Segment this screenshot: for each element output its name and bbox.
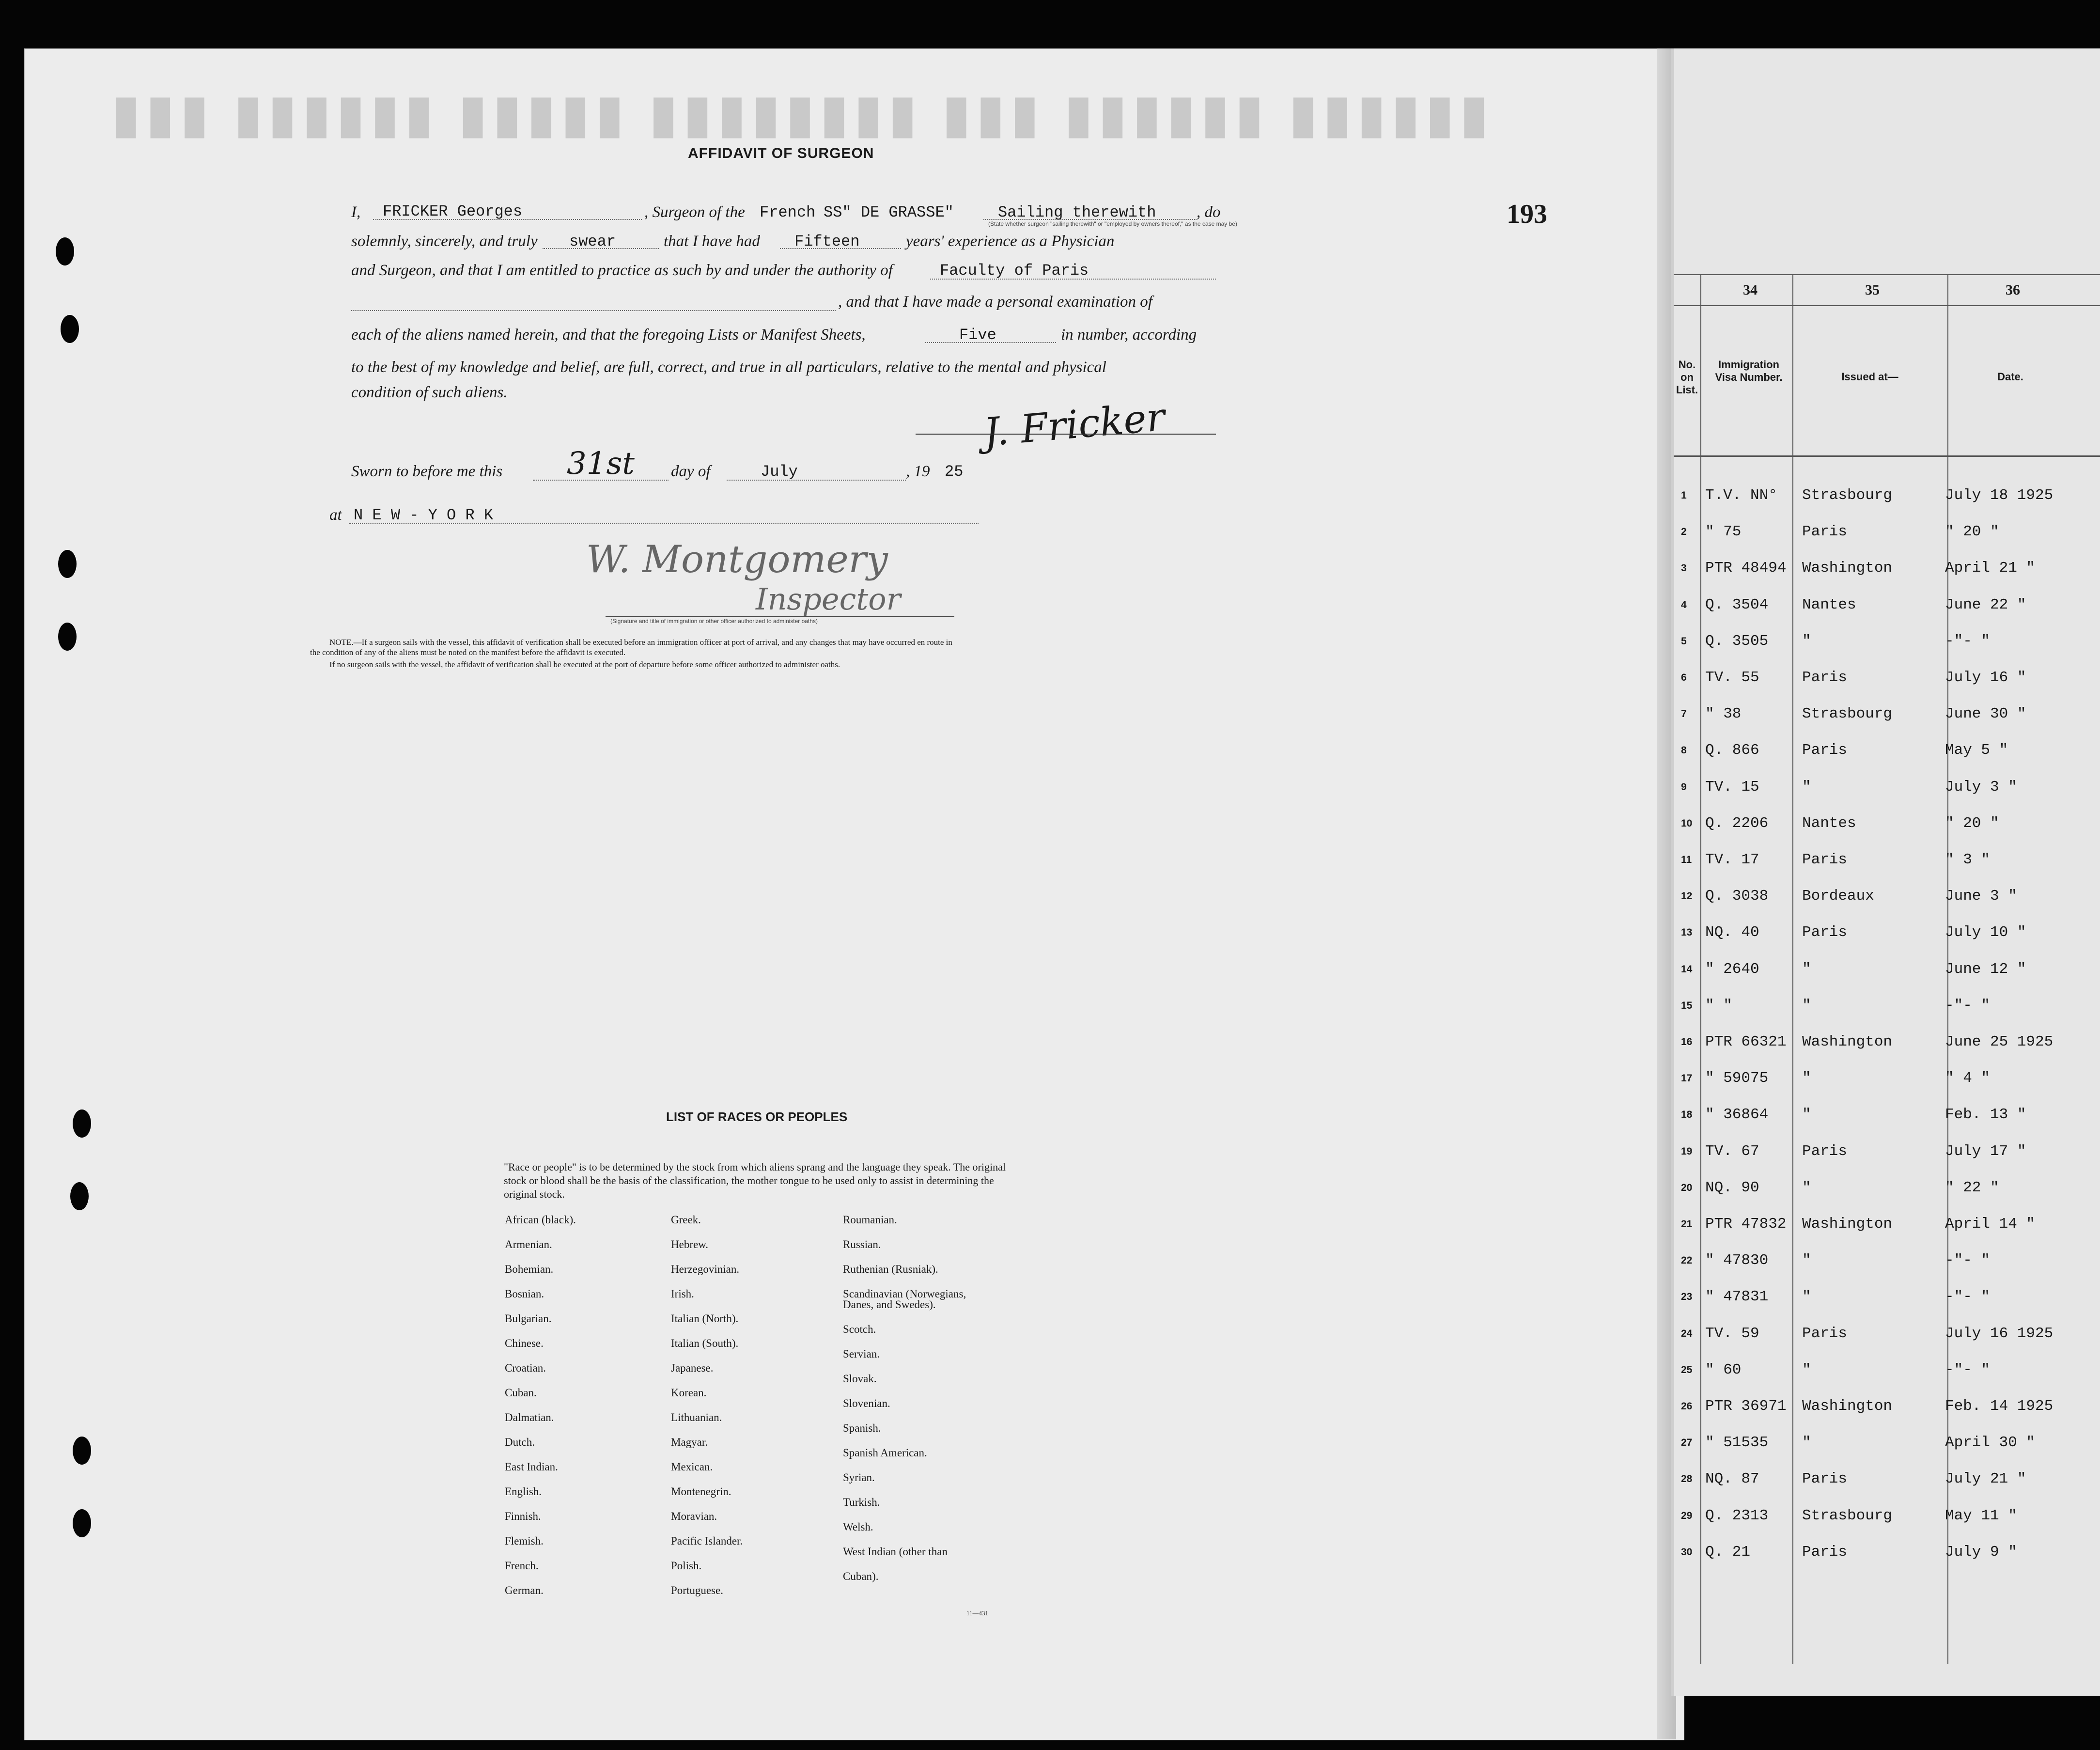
issued-at-cell: Strasbourg — [1802, 705, 1893, 723]
oath-blank — [543, 248, 659, 249]
row-number: 14 — [1681, 963, 1693, 975]
visa-number-cell: PTR 48494 — [1705, 560, 1787, 577]
visa-number-cell: TV. 17 — [1705, 851, 1759, 868]
issued-at-cell: Washington — [1802, 1216, 1893, 1233]
race-entry: German. — [505, 1584, 544, 1596]
oath-type: swear — [569, 233, 616, 250]
line4: , and that I have made a personal examination of — [838, 293, 1152, 311]
sworn-month: July — [761, 463, 798, 481]
race-entry: Lithuanian. — [671, 1411, 722, 1423]
sheet-count-blank — [925, 342, 1056, 343]
sailing-status: Sailing therewith — [998, 203, 1156, 221]
date-cell: July 3 " — [1945, 778, 2017, 796]
date-cell: -"- " — [1945, 1361, 1991, 1378]
date-cell: June 25 1925 — [1945, 1033, 2053, 1050]
date-cell: June 12 " — [1945, 960, 2026, 978]
sworn-start: Sworn to before me this — [351, 463, 503, 480]
race-entry: Turkish. — [843, 1496, 880, 1508]
row-number: 7 — [1681, 708, 1687, 720]
authority-blank — [930, 279, 1216, 280]
race-entry: West Indian (other than — [843, 1546, 948, 1558]
race-entry: Bohemian. — [505, 1263, 554, 1275]
race-entry: Finnish. — [505, 1510, 541, 1522]
date-cell: Feb. 14 1925 — [1945, 1398, 2053, 1415]
column-rule — [1792, 274, 1793, 1664]
race-entry: Ruthenian (Rusniak). — [843, 1263, 938, 1275]
row-number: 3 — [1681, 562, 1687, 574]
race-entry: Greek. — [671, 1214, 701, 1226]
issued-at-cell: " — [1802, 1106, 1811, 1124]
visa-number-cell: Q. 866 — [1705, 742, 1759, 759]
visa-number-cell: TV. 67 — [1705, 1142, 1759, 1160]
visa-number-cell: " 36864 — [1705, 1106, 1769, 1124]
authority-blank-2 — [351, 310, 836, 311]
date-cell: " 22 " — [1945, 1179, 1999, 1196]
issued-at-cell: Paris — [1802, 1142, 1848, 1160]
header-no-on-list: No. on List. — [1676, 359, 1698, 396]
row-number: 4 — [1681, 599, 1687, 610]
line1-mid: , Surgeon of the — [644, 203, 745, 221]
header-top-rule — [1674, 274, 2100, 275]
years-blank — [780, 248, 901, 249]
date-cell: " 20 " — [1945, 523, 1999, 541]
surgeon-name-blank — [373, 219, 642, 220]
race-entry: Magyar. — [671, 1436, 708, 1448]
line5-end: in number, according — [1061, 326, 1197, 344]
race-entry: Italian (South). — [671, 1337, 739, 1349]
col-number-36: 36 — [2006, 282, 2020, 298]
line2-end: years' experience as a Physician — [906, 233, 1115, 250]
note-line-3: If no surgeon sails with the vessel, the affidavit of verification shall be executed at the port of departure before some officer authorized to administer oaths. — [329, 660, 840, 669]
row-number: 25 — [1681, 1364, 1693, 1375]
issued-at-cell: Washington — [1802, 1033, 1893, 1050]
row-number: 5 — [1681, 635, 1687, 647]
date-cell: July 16 " — [1945, 669, 2026, 686]
date-cell: July 17 " — [1945, 1142, 2026, 1160]
visa-number-cell: Q. 3505 — [1705, 632, 1769, 650]
issued-at-cell: " — [1802, 1070, 1811, 1087]
line5-start: each of the aliens named herein, and that the foregoing Lists or Manifest Sheets, — [351, 326, 866, 344]
issued-at-cell: Strasbourg — [1802, 487, 1893, 504]
line1-prefix: I, — [351, 203, 361, 221]
surgeon-signature-line — [916, 434, 1216, 435]
line2-start: solemnly, sincerely, and truly — [351, 233, 538, 250]
date-cell: July 16 1925 — [1945, 1325, 2053, 1342]
sheet-count: Five — [959, 326, 996, 344]
officer-caption: (Signature and title of immigration or other officer authorized to administer oaths) — [610, 618, 818, 625]
date-cell: -"- " — [1945, 1252, 1991, 1269]
line6: to the best of my knowledge and belief, are full, correct, and true in all particulars, relative to the mental and physical — [351, 359, 1106, 376]
race-entry: Dalmatian. — [505, 1411, 554, 1423]
header-date: Date. — [1997, 371, 2023, 383]
race-entry: Japanese. — [671, 1362, 714, 1374]
issued-at-cell: Paris — [1802, 1325, 1848, 1342]
line7: condition of such aliens. — [351, 384, 508, 401]
sworn-month-blank — [727, 480, 906, 481]
race-entry: Armenian. — [505, 1238, 552, 1250]
visa-number-cell: TV. 59 — [1705, 1325, 1759, 1342]
row-number: 11 — [1681, 854, 1692, 865]
date-cell: " 3 " — [1945, 851, 1991, 868]
visa-number-cell: " 47831 — [1705, 1288, 1769, 1306]
surgeon-name: FRICKER Georges — [383, 203, 523, 220]
licensing-authority: Faculty of Paris — [940, 262, 1089, 280]
race-entry: Montenegrin. — [671, 1485, 731, 1498]
race-entry: Polish. — [671, 1560, 702, 1572]
date-cell: July 9 " — [1945, 1543, 2017, 1561]
date-cell: July 18 1925 — [1945, 487, 2053, 504]
officer-signature: W. Montgomery — [586, 538, 888, 581]
race-entry: Dutch. — [505, 1436, 535, 1448]
issued-at-cell: Nantes — [1802, 596, 1856, 613]
vessel-name: SS" DE GRASSE" — [824, 203, 954, 221]
col-number-34: 34 — [1743, 282, 1758, 298]
date-cell: " 20 " — [1945, 814, 1999, 832]
race-entry: Cuban). — [843, 1570, 879, 1582]
race-entry: Moravian. — [671, 1510, 717, 1522]
race-entry: Scandinavian (Norwegians, — [843, 1288, 966, 1300]
visa-number-cell: " 2640 — [1705, 960, 1759, 978]
page-number: 193 — [1507, 199, 1547, 229]
row-number: 22 — [1681, 1255, 1693, 1266]
issued-at-cell: " — [1802, 1361, 1811, 1378]
issued-at-cell: Paris — [1802, 523, 1848, 541]
race-entry: African (black). — [505, 1214, 576, 1226]
race-entry: Russian. — [843, 1238, 881, 1250]
at-label: at — [329, 506, 342, 524]
race-entry: Syrian. — [843, 1471, 875, 1484]
line1-end: , do — [1197, 203, 1221, 221]
race-entry: Servian. — [843, 1348, 880, 1360]
race-entry: Korean. — [671, 1387, 707, 1399]
race-entry: Spanish. — [843, 1422, 881, 1434]
race-entry: Cuban. — [505, 1387, 537, 1399]
issued-at-cell: Paris — [1802, 851, 1848, 868]
line3-start: and Surgeon, and that I am entitled to practice as such by and under the authority of — [351, 262, 893, 279]
sworn-year: 25 — [945, 463, 964, 481]
visa-number-cell: TV. 15 — [1705, 778, 1759, 796]
date-cell: June 22 " — [1945, 596, 2026, 613]
race-entry: Portuguese. — [671, 1584, 723, 1596]
row-number: 8 — [1681, 745, 1687, 756]
races-intro: "Race or people" is to be determined by the stock from which aliens sprang and the language they speak. The original stock or blood shall be the basis of the classification, the mother tongue to be used only to assist in determining the original stock. — [504, 1161, 1006, 1200]
binder-hole — [70, 1182, 89, 1210]
visa-number-cell: " 60 — [1705, 1361, 1742, 1378]
issued-at-cell: Paris — [1802, 742, 1848, 759]
visa-number-cell: " 47830 — [1705, 1252, 1769, 1269]
sailing-note: (State whether surgeon "sailing therewith" or "employed by owners thereof," as the case may be) — [988, 220, 1237, 227]
row-number: 27 — [1681, 1437, 1693, 1449]
row-number: 15 — [1681, 1000, 1693, 1011]
visa-number-cell: Q. 2206 — [1705, 814, 1769, 832]
race-entry: French. — [505, 1560, 539, 1572]
date-cell: -"- " — [1945, 632, 1991, 650]
date-cell: April 14 " — [1945, 1216, 2036, 1233]
visa-number-cell: NQ. 87 — [1705, 1470, 1759, 1488]
race-entry: Scotch. — [843, 1323, 876, 1335]
visa-number-cell: PTR 66321 — [1705, 1033, 1787, 1050]
bleed-through-header: ▮▮▮ ▮▮▮▮▮▮ ▮▮▮▮▮ ▮▮▮▮▮▮▮▮ ▮▮▮ ▮▮▮▮▮▮ ▮▮▮▮▮▮ — [111, 84, 1494, 141]
issued-at-cell: Paris — [1802, 669, 1848, 686]
visa-number-cell: " " — [1705, 997, 1732, 1014]
issued-at-cell: " — [1802, 960, 1811, 978]
date-cell: July 21 " — [1945, 1470, 2026, 1488]
visa-number-cell: T.V. NN° — [1705, 487, 1777, 504]
binder-hole — [58, 623, 77, 651]
header-issued-at: Issued at— — [1841, 371, 1898, 383]
visa-number-cell: " 59075 — [1705, 1070, 1769, 1087]
race-entry: Slovak. — [843, 1373, 877, 1385]
issued-at-cell: " — [1802, 1434, 1811, 1452]
visa-number-cell: NQ. 40 — [1705, 924, 1759, 941]
race-entry: Welsh. — [843, 1521, 873, 1533]
issued-at-cell: Washington — [1802, 560, 1893, 577]
race-entry: Italian (North). — [671, 1312, 739, 1325]
sworn-location: N E W - Y O R K — [354, 506, 494, 524]
date-cell: June 3 " — [1945, 888, 2017, 905]
issued-at-cell: Paris — [1802, 1543, 1848, 1561]
col-number-35: 35 — [1865, 282, 1880, 298]
issued-at-cell: " — [1802, 1252, 1811, 1269]
race-entry: East Indian. — [505, 1461, 558, 1473]
note-line-2: the condition of any of the aliens must be noted on the manifest before the affidavit is executed. — [310, 648, 626, 657]
visa-number-cell: TV. 55 — [1705, 669, 1759, 686]
visa-number-cell: PTR 36971 — [1705, 1398, 1787, 1415]
date-cell: May 5 " — [1945, 742, 2008, 759]
sworn-mid: day of — [671, 463, 711, 480]
header-visa-number: Immigration Visa Number. — [1715, 359, 1783, 383]
race-entry: Hebrew. — [671, 1238, 709, 1250]
row-number: 24 — [1681, 1328, 1693, 1339]
race-entry: Roumanian. — [843, 1214, 897, 1226]
row-number: 13 — [1681, 927, 1693, 938]
race-entry: Irish. — [671, 1288, 694, 1300]
issued-at-cell: " — [1802, 1179, 1811, 1196]
row-number: 28 — [1681, 1473, 1693, 1485]
issued-at-cell: " — [1802, 1288, 1811, 1306]
date-cell: April 30 " — [1945, 1434, 2036, 1452]
row-number: 1 — [1681, 490, 1687, 501]
date-cell: Feb. 13 " — [1945, 1106, 2026, 1124]
race-entry: Croatian. — [505, 1362, 546, 1374]
line2-mid: that I have had — [664, 233, 760, 250]
date-cell: May 11 " — [1945, 1507, 2017, 1524]
row-number: 10 — [1681, 817, 1693, 829]
race-entry: Slovenian. — [843, 1397, 890, 1409]
row-number: 18 — [1681, 1109, 1693, 1121]
row-number: 20 — [1681, 1182, 1693, 1193]
row-number: 16 — [1681, 1036, 1693, 1047]
visa-number-cell: " 38 — [1705, 705, 1742, 723]
location-blank — [349, 523, 979, 524]
header-mid-rule — [1674, 305, 2100, 306]
race-entry: Chinese. — [505, 1337, 544, 1349]
officer-title-signature: Inspector — [756, 581, 901, 617]
date-cell: June 30 " — [1945, 705, 2026, 723]
row-number: 21 — [1681, 1219, 1693, 1230]
visa-number-cell: " 75 — [1705, 523, 1742, 541]
row-number: 6 — [1681, 672, 1687, 683]
binder-hole — [73, 1437, 91, 1465]
sworn-day-blank — [533, 480, 669, 481]
races-title: LIST OF RACES OR PEOPLES — [666, 1109, 848, 1124]
years-experience: Fifteen — [794, 233, 860, 250]
race-entry: Bulgarian. — [505, 1312, 552, 1325]
issued-at-cell: " — [1802, 997, 1811, 1014]
row-number: 9 — [1681, 781, 1687, 793]
binder-hole — [61, 315, 79, 343]
binder-hole — [73, 1109, 91, 1138]
column-rule — [1700, 274, 1701, 1664]
race-entry: English. — [505, 1485, 542, 1498]
binder-hole — [58, 550, 77, 578]
race-entry: Spanish American. — [843, 1447, 927, 1459]
binder-hole — [56, 237, 74, 266]
note-line-1: NOTE.—If a surgeon sails with the vessel, this affidavit of verification shall be executed before an immigration officer at port of arrival, and any changes that may have occurred en route in — [329, 638, 952, 647]
row-number: 29 — [1681, 1510, 1693, 1521]
race-entry: Flemish. — [505, 1535, 544, 1547]
race-entry: Mexican. — [671, 1461, 713, 1473]
affidavit-title: AFFIDAVIT OF SURGEON — [688, 145, 874, 161]
date-cell: -"- " — [1945, 1288, 1991, 1306]
officer-signature-line — [606, 616, 954, 617]
issued-at-cell: Paris — [1802, 1470, 1848, 1488]
issued-at-cell: " — [1802, 778, 1811, 796]
date-cell: -"- " — [1945, 997, 1991, 1014]
visa-number-cell: Q. 2313 — [1705, 1507, 1769, 1524]
binder-hole — [73, 1509, 91, 1537]
form-code: 11—431 — [966, 1609, 989, 1617]
race-entry: Pacific Islander. — [671, 1535, 743, 1547]
surgeon-signature: J. Fricker — [981, 394, 1167, 455]
date-cell: July 10 " — [1945, 924, 2026, 941]
issued-at-cell: Bordeaux — [1802, 888, 1874, 905]
issued-at-cell: " — [1802, 632, 1811, 650]
visa-number-cell: NQ. 90 — [1705, 1179, 1759, 1196]
row-number: 2 — [1681, 526, 1687, 538]
row-number: 30 — [1681, 1546, 1693, 1558]
issued-at-cell: Strasbourg — [1802, 1507, 1893, 1524]
header-bottom-rule — [1674, 455, 2100, 457]
row-number: 26 — [1681, 1401, 1693, 1412]
sworn-day: 31st — [567, 446, 635, 482]
row-number: 23 — [1681, 1291, 1693, 1303]
visa-number-cell: " 51535 — [1705, 1434, 1769, 1452]
visa-number-cell: PTR 47832 — [1705, 1216, 1787, 1233]
visa-number-cell: Q. 3504 — [1705, 596, 1769, 613]
visa-number-cell: Q. 3038 — [1705, 888, 1769, 905]
date-cell: " 4 " — [1945, 1070, 1991, 1087]
visa-number-cell: Q. 21 — [1705, 1543, 1751, 1561]
race-entry: Bosnian. — [505, 1288, 544, 1300]
sworn-year-prefix: , 19 — [906, 463, 930, 480]
race-entry: Herzegovinian. — [671, 1263, 740, 1275]
row-number: 19 — [1681, 1145, 1693, 1157]
row-number: 12 — [1681, 891, 1693, 902]
race-entry: Danes, and Swedes). — [843, 1298, 936, 1311]
sailing-blank — [983, 219, 1197, 220]
date-cell: April 21 " — [1945, 560, 2036, 577]
issued-at-cell: Paris — [1802, 924, 1848, 941]
row-number: 17 — [1681, 1073, 1693, 1084]
issued-at-cell: Nantes — [1802, 814, 1856, 832]
nationality: French — [760, 203, 816, 221]
issued-at-cell: Washington — [1802, 1398, 1893, 1415]
